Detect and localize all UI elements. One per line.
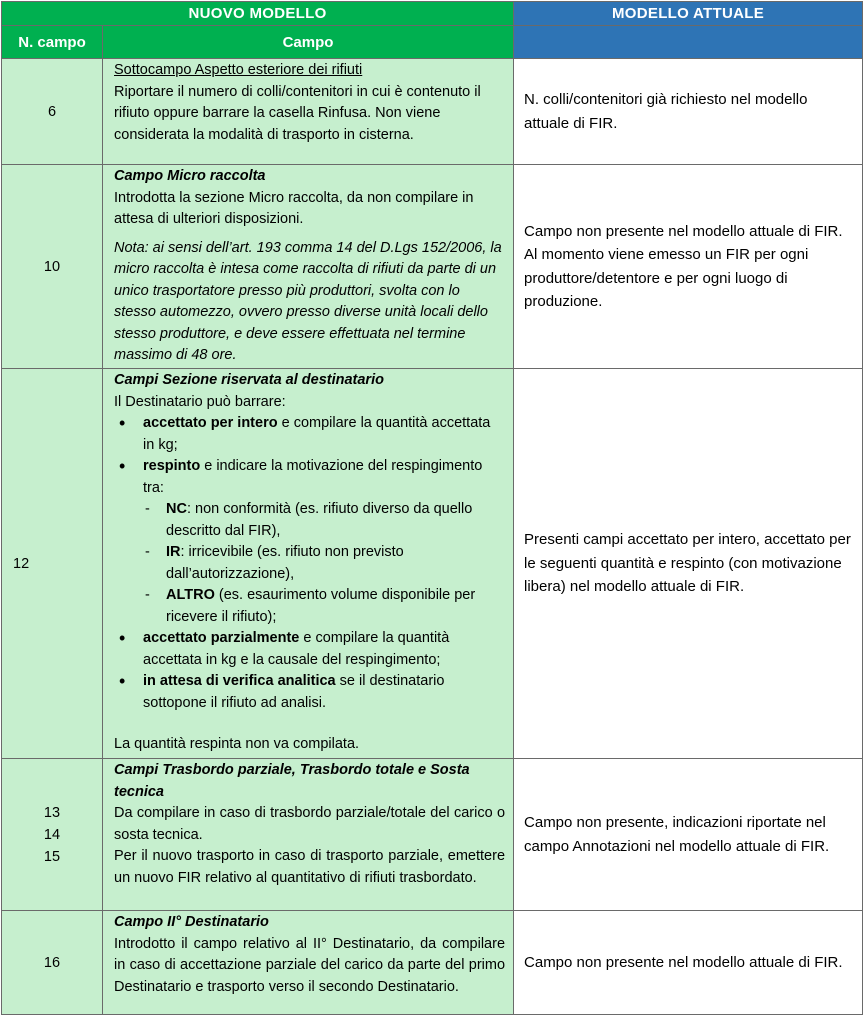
field-number-13: 13 bbox=[43, 804, 61, 821]
reason-list bbox=[114, 499, 505, 628]
current-model-text: Campo non presente, indicazioni riportate nel campo Annotazioni nel modello attuale di FIR. bbox=[514, 759, 863, 911]
list-item bbox=[114, 542, 505, 585]
field-text: Introdotta la sezione Micro raccolta, da non compilare in attesa di ulteriori disposizioni. bbox=[114, 189, 474, 227]
option-text: e indicare la motivazione del respingimento tra: bbox=[143, 458, 483, 496]
reason-code: ALTRO bbox=[166, 587, 215, 603]
reason-text: : non conformità (es. rifiuto diverso da quello descritto dal FIR), bbox=[166, 501, 473, 539]
reason-text: : irricevibile (es. rifiuto non previsto dall’autorizzazione), bbox=[166, 544, 404, 582]
option-label: in attesa di verifica analitica bbox=[143, 673, 336, 689]
field-title: Sottocampo Aspetto esteriore dei rifiuti bbox=[114, 62, 363, 78]
field-description bbox=[103, 369, 514, 759]
reason-code: IR bbox=[166, 544, 181, 560]
list-item bbox=[114, 456, 505, 628]
reason-code: NC bbox=[166, 501, 187, 517]
list-item bbox=[114, 413, 505, 456]
comparison-table bbox=[1, 1, 863, 1015]
field-text-2: Per il nuovo trasporto in caso di trasporto parziale, emettere un nuovo FIR relativo al quantitativo di rifiuti trasbordato. bbox=[114, 848, 506, 886]
spacer bbox=[114, 231, 505, 238]
header-blank bbox=[514, 26, 863, 59]
list-item bbox=[114, 585, 505, 628]
spacer bbox=[114, 714, 505, 734]
field-number: 12 bbox=[2, 369, 103, 759]
field-description bbox=[103, 759, 514, 911]
field-title: Campi Trasbordo parziale, Trasbordo totale e Sosta tecnica bbox=[114, 762, 470, 800]
current-model-text: N. colli/contenitori già richiesto nel modello attuale di FIR. bbox=[514, 59, 863, 165]
header-nuovo-modello: NUOVO MODELLO bbox=[2, 2, 514, 26]
current-model-text: Campo non presente nel modello attuale di FIR. bbox=[514, 911, 863, 1015]
header-n-campo: N. campo bbox=[2, 26, 103, 59]
current-text-1: Campo non presente nel modello attuale di FIR. bbox=[524, 222, 843, 240]
list-item bbox=[114, 499, 505, 542]
field-footer: La quantità respinta non va compilata. bbox=[114, 736, 360, 752]
list-item bbox=[114, 671, 505, 714]
reason-text: (es. esaurimento volume disponibile per ricevere il rifiuto); bbox=[166, 587, 476, 625]
table-row bbox=[2, 165, 863, 369]
field-note: Nota: ai sensi dell’art. 193 comma 14 del D.Lgs 152/2006, la micro raccolta è intesa come raccolta di rifiuti da parte di un unico trasportatore presso più produttori, svolta con lo stesso automezzo, ovvero presso diverse unità locali dello stesso produttore, e deve essere effettuata nel termine massimo di 48 ore. bbox=[114, 239, 502, 363]
table-row bbox=[2, 759, 863, 911]
table-row bbox=[2, 911, 863, 1015]
header-modello-attuale: MODELLO ATTUALE bbox=[514, 2, 863, 26]
field-description bbox=[103, 59, 514, 165]
field-title: Campo II° Destinatario bbox=[114, 914, 269, 930]
field-text-1: Da compilare in caso di trasbordo parziale/totale del carico o sosta tecnica. bbox=[114, 805, 506, 843]
option-text: e compilare la quantità accettata in kg; bbox=[143, 415, 491, 453]
field-title: Campo Micro raccolta bbox=[114, 168, 266, 184]
current-model-text: Presenti campi accettato per intero, accettato per le seguenti quantità e respinto (con motivazione libera) nel modello attuale di FIR. bbox=[514, 369, 863, 759]
field-title: Campi Sezione riservata al destinatario bbox=[114, 372, 384, 388]
field-number: 6 bbox=[2, 59, 103, 165]
field-number-15: 15 bbox=[43, 848, 61, 865]
field-number: 10 bbox=[2, 165, 103, 369]
field-number-14: 14 bbox=[43, 826, 61, 843]
option-text: se il destinatario sottopone il rifiuto ad analisi. bbox=[143, 673, 445, 711]
field-description bbox=[103, 165, 514, 369]
option-label: accettato parzialmente bbox=[143, 630, 300, 646]
header-campo: Campo bbox=[103, 26, 514, 59]
field-number bbox=[2, 759, 103, 911]
table-row bbox=[2, 369, 863, 759]
option-label: respinto bbox=[143, 458, 201, 474]
table-row bbox=[2, 59, 863, 165]
list-item bbox=[114, 628, 505, 671]
option-label: accettato per intero bbox=[143, 415, 278, 431]
current-model-text bbox=[514, 165, 863, 369]
field-number: 16 bbox=[2, 911, 103, 1015]
field-text: Introdotto il campo relativo al II° Destinatario, da compilare in caso di accettazione parziale del carico da parte del primo Destinatario e trasporto verso il secondo Destinatario. bbox=[114, 935, 506, 995]
current-text-2: Al momento viene emesso un FIR per ogni produttore/detentore e per ogni luogo di produzione. bbox=[524, 246, 809, 310]
field-intro: Il Destinatario può barrare: bbox=[114, 393, 286, 410]
header-row-columns bbox=[2, 26, 863, 59]
option-text: e compilare la quantità accettata in kg e la causale del respingimento; bbox=[143, 630, 450, 668]
field-text: Riportare il numero di colli/contenitori in cui è contenuto il rifiuto oppure barrare la casella Rinfusa. Non viene considerata la modalità di trasporto in cisterna. bbox=[114, 83, 481, 143]
field-description bbox=[103, 911, 514, 1015]
option-list bbox=[114, 413, 505, 714]
header-row-models bbox=[2, 2, 863, 26]
